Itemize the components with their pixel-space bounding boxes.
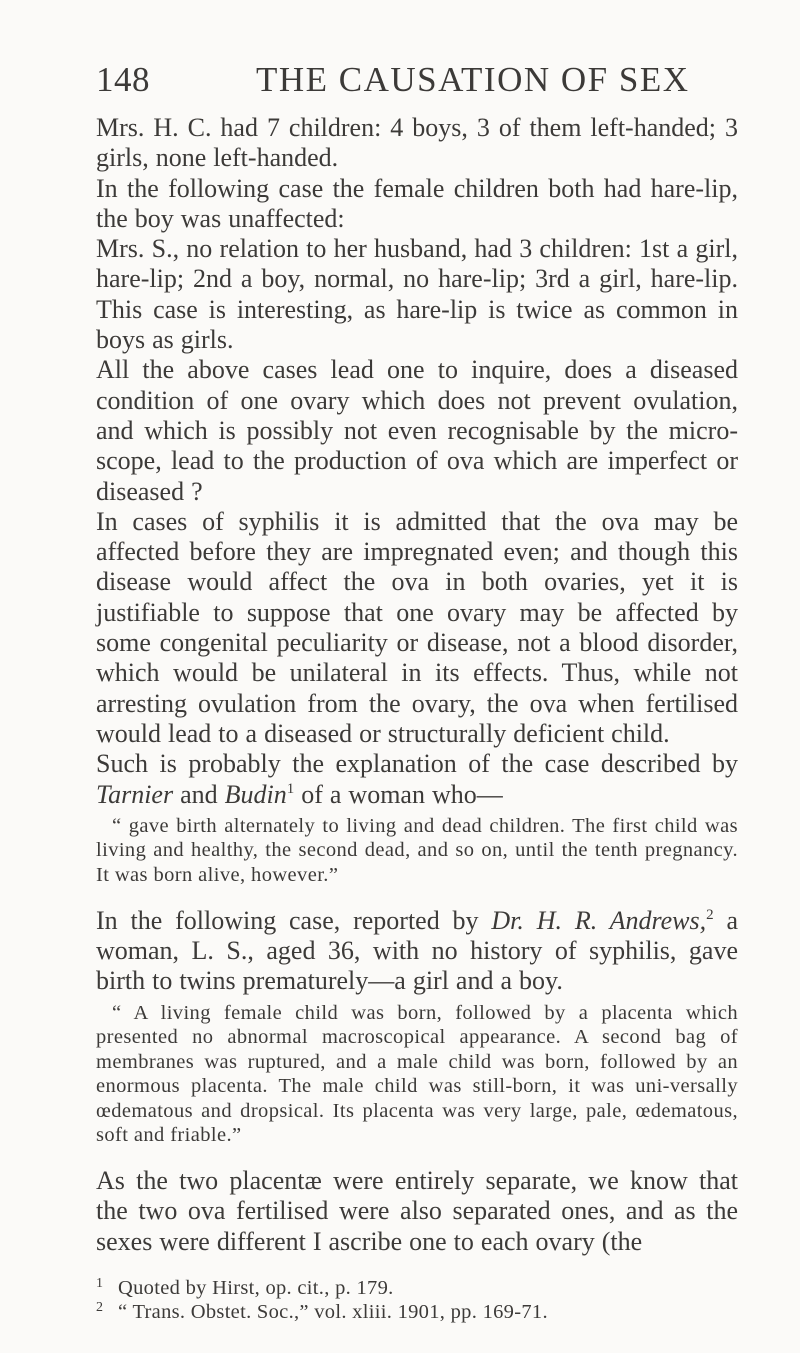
footnote-2 (96, 1300, 738, 1324)
page-number: 148 (96, 60, 150, 99)
footnote-1 (96, 1276, 738, 1300)
footnote-text: “ Trans. Obstet. Soc.,” vol. xliii. 1901, pp. 169-71. (118, 1301, 548, 1323)
footnote-ref-2: 2 (706, 906, 714, 923)
text-run: and (180, 779, 218, 809)
text-run: Such is probably the explanation of the case described by (96, 749, 738, 779)
paragraph-placentae: As the two placentæ were entirely separate, we know that the two ova fertilised were also separated ones, and as the sexes were different I ascribe one to each ovary (the (96, 1166, 738, 1256)
footnote-text: Quoted by Hirst, op. cit., p. 179. (118, 1277, 394, 1299)
paragraph-mrs-hc: Mrs. H. C. had 7 children: 4 boys, 3 of them left-handed; 3 girls, none left-handed. (96, 113, 738, 173)
paragraph-andrews (96, 906, 738, 997)
block-quote-tarnier: “ gave birth alternately to living and dead children. The first child was living and healthy, the second dead, and so on, until the tenth pregnancy. It was born alive, however.” (96, 814, 738, 887)
paragraph-tarnier-budin (96, 749, 738, 810)
author-name-tarnier: Tarnier (96, 779, 174, 809)
paragraph-hare-lip-intro: In the following case the female children both had hare-lip, the boy was unaffected: (96, 173, 738, 233)
paragraph-mrs-s: Mrs. S., no relation to her husband, had 3 children: 1st a girl, hare-lip; 2nd a boy, normal, no hare-lip; 3rd a girl, hare-lip. This case is interesting, as hare-lip is twice as common in boys as girls. (96, 234, 738, 355)
footnote-mark: 2 (96, 1300, 104, 1315)
paragraph-syphilis: In cases of syphilis it is admitted that the ova may be affected before they are impregnated even; and though this disease would affect the ova in both ovaries, yet it is justifiable to suppose that one ovary may be affected by some congenital peculiarity or disease, not a blood disorder, which would be unilateral in its effects. Thus, while not arresting ovulation from the ovary, the ova when fertilised would lead to a diseased or structurally deficient child. (96, 506, 738, 748)
footnote-mark: 1 (96, 1276, 104, 1291)
text-run: of a woman who— (301, 779, 503, 809)
block-quote-andrews: “ A living female child was born, followed by a placenta which presented no abnormal macroscopical appearance. A second bag of membranes was ruptured, and a male child was born, followed by an enormous placenta. The male child was still-born, it was uni-versally œdematous and dropsical. Its placenta was very large, pale, œdematous, soft and friable.” (96, 1001, 738, 1147)
author-name-andrews: Dr. H. R. Andrews, (491, 905, 707, 935)
text-run: a woman, L. S., aged 36, with no history of syphilis, gave birth to twins prematurely—a girl and a boy. (96, 905, 739, 996)
paragraph-inquiry: All the above cases lead one to inquire, does a diseased condition of one ovary which does not prevent ovulation, and which is possibly not even recognisable by the micro-scope, lead to the production of ova which are imperfect or diseased ? (96, 355, 738, 506)
running-title: THE CAUSATION OF SEX (256, 60, 690, 99)
footnotes (96, 1276, 738, 1324)
page-header (96, 60, 736, 106)
footnote-ref-1: 1 (286, 780, 295, 797)
page-body (96, 113, 738, 1257)
author-name-budin: Budin (224, 779, 287, 809)
text-run: In the following case, reported by (96, 905, 479, 935)
